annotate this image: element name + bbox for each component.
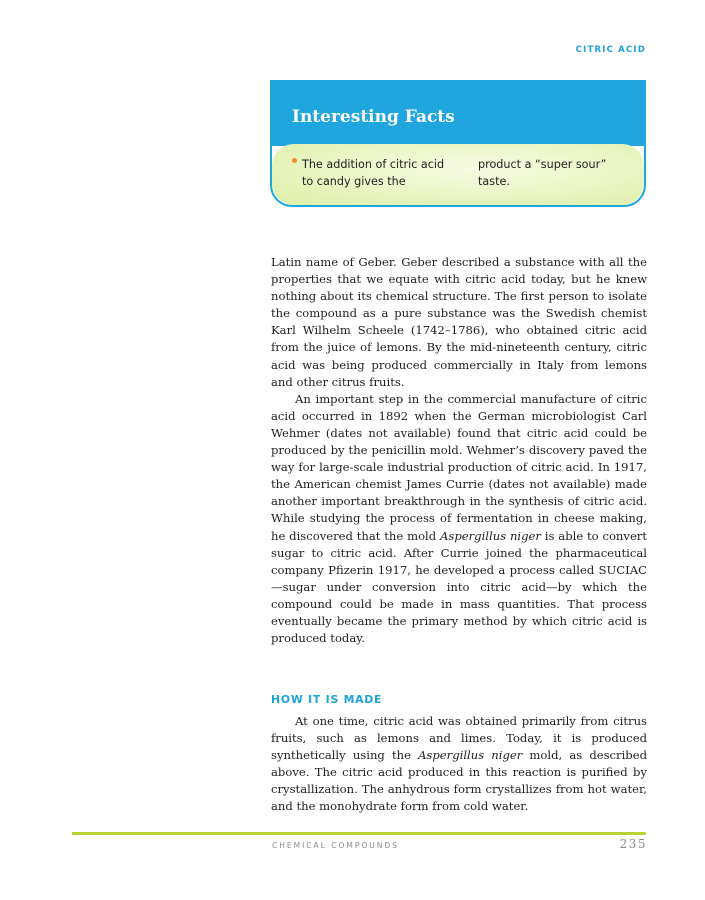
footer-book-title: CHEMICAL COMPOUNDS (272, 841, 399, 850)
paragraph-2-text-b: is able to convert sugar to citric acid. After Currie joined the pharmaceutical company Pfizerin 1917, he developed a process called SUCIAC—sugar under conversion into citric acid—by which the compound could be made in mass quantities. That process eventually became the primary method by which citric acid is produced today. (271, 528, 648, 646)
fact-text-column-2: product a “super sour” taste. (478, 158, 607, 188)
section-body-text (271, 713, 647, 816)
paragraph-2-species-name: Aspergillus niger (440, 528, 541, 543)
paragraph-1: Latin name of Geber. Geber described a substance with all the properties that we equate with citric acid today, but he knew nothing about its chemical structure. The first person to isolate the compound as a pure substance was the Swedish chemist Karl Wilhelm Scheele (1742–1786), who obtained citric acid from the juice of lemons. By the mid-nineteenth century, citric acid was being produced commercially in Italy from lemons and other citrus fruits. (271, 255, 647, 389)
paragraph-3-species-name: Aspergillus niger (418, 748, 523, 763)
paragraph-3 (271, 713, 647, 816)
section-heading: HOW IT IS MADE (271, 693, 383, 706)
interesting-facts-box (270, 80, 646, 207)
footer-rule (72, 832, 646, 835)
page-number: 235 (619, 837, 647, 851)
fact-text-column-1: The addition of citric acid to candy gives the (302, 158, 445, 188)
paragraph-3-text-b: mold, as described above. The citric acid produced in this reaction is purified by crystallization. The anhydrous form crystallizes from hot water, and the monohydrate form from cold water. (271, 748, 647, 814)
body-text-block (271, 254, 647, 647)
bullet-icon (292, 158, 297, 163)
fact-box-title: Interesting Facts (292, 107, 455, 127)
paragraph-2-text-a: An important step in the commercial manufacture of citric acid occurred in 1892 when the German microbiologist Carl Wehmer (dates not available) found that citric acid could be produced by the penicillin mold. Wehmer’s discovery paved the way for large-scale industrial production of citric acid. In 1917, the American chemist James Currie (dates not available) made another important breakthrough in the synthesis of citric acid. While studying the process of fermentation in cheese making, he discovered that the mold (271, 391, 647, 543)
paragraph-3-text-a: At one time, citric acid was obtained primarily from citrus fruits, such as lemons and limes. Today, it is produced synthetically using the (271, 714, 647, 763)
fact-box-body (272, 144, 644, 205)
running-head: CITRIC ACID (575, 45, 646, 55)
paragraph-2 (271, 391, 647, 647)
